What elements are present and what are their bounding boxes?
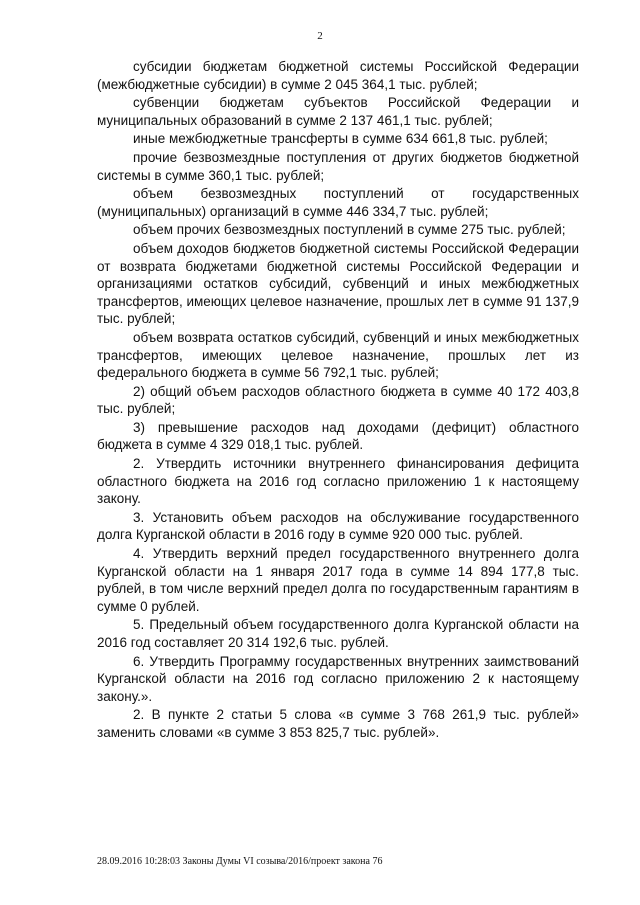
paragraph: 2. Утвердить источники внутреннего финансирования дефицита областного бюджета на 2016 год согласно приложению 1 к настоящему закону.	[97, 456, 579, 507]
paragraph: 2) общий объем расходов областного бюджета в сумме 40 172 403,8 тыс. рублей;	[97, 383, 579, 417]
page-number: 2	[317, 30, 323, 42]
paragraph: субсидии бюджетам бюджетной системы Российской Федерации (межбюджетные субсидии) в сумме 2 045 364,1 тыс. рублей;	[97, 59, 579, 92]
paragraph: объем доходов бюджетов бюджетной системы Российской Федерации от возврата бюджетами бюджетной системы Российской Федерации и организациями остатков субсидий, субвенций и иных межбюджетных трансфертов, имеющих целевое назначение, прошлых лет в сумме 91 137,9 тыс. рублей;	[97, 240, 579, 327]
paragraph: 3. Установить объем расходов на обслуживание государственного долга Курганской области в 2016 году в сумме 920 000 тыс. рублей.	[97, 509, 579, 543]
paragraph: 6. Утвердить Программу государственных внутренних заимствований Курганской области на 2016 год согласно приложению 2 к настоящему закону.».	[97, 653, 579, 704]
document-footer: 28.09.2016 10:28:03 Законы Думы VI созыва/2016/проект закона 76	[97, 856, 383, 867]
paragraph: 3) превышение расходов над доходами (дефицит) областного бюджета в сумме 4 329 018,1 тыс. рублей.	[97, 419, 579, 453]
paragraph: 4. Утвердить верхний предел государственного внутреннего долга Курганской области на 1 января 2017 года в сумме 14 894 177,8 тыс. рублей, в том числе верхний предел долга по государственным гарантиям в сумме 0 рублей.	[97, 546, 579, 614]
paragraph: объем безвозмездных поступлений от государственных (муниципальных) организаций в сумме 446 334,7 тыс. рублей;	[97, 186, 579, 219]
paragraph: объем прочих безвозмездных поступлений в сумме 275 тыс. рублей;	[133, 222, 566, 238]
paragraph: прочие безвозмездные поступления от других бюджетов бюджетной системы в сумме 360,1 тыс. рублей;	[97, 149, 579, 183]
paragraph: 2. В пункте 2 статьи 5 слова «в сумме 3 768 261,9 тыс. рублей» заменить словами «в сумме 3 853 825,7 тыс. рублей».	[97, 707, 579, 740]
paragraph: 5. Предельный объем государственного долга Курганской области на 2016 год составляет 20 314 192,6 тыс. рублей.	[97, 617, 579, 650]
paragraph: иные межбюджетные трансферты в сумме 634 661,8 тыс. рублей;	[133, 131, 548, 147]
document-body	[97, 58, 579, 743]
paragraph: субвенции бюджетам субъектов Российской Федерации и муниципальных образований в сумме 2 137 461,1 тыс. рублей;	[97, 95, 579, 128]
paragraph: объем возврата остатков субсидий, субвенций и иных межбюджетных трансфертов, имеющих целевое назначение, прошлых лет из федерального бюджета в сумме 56 792,1 тыс. рублей;	[97, 329, 579, 381]
